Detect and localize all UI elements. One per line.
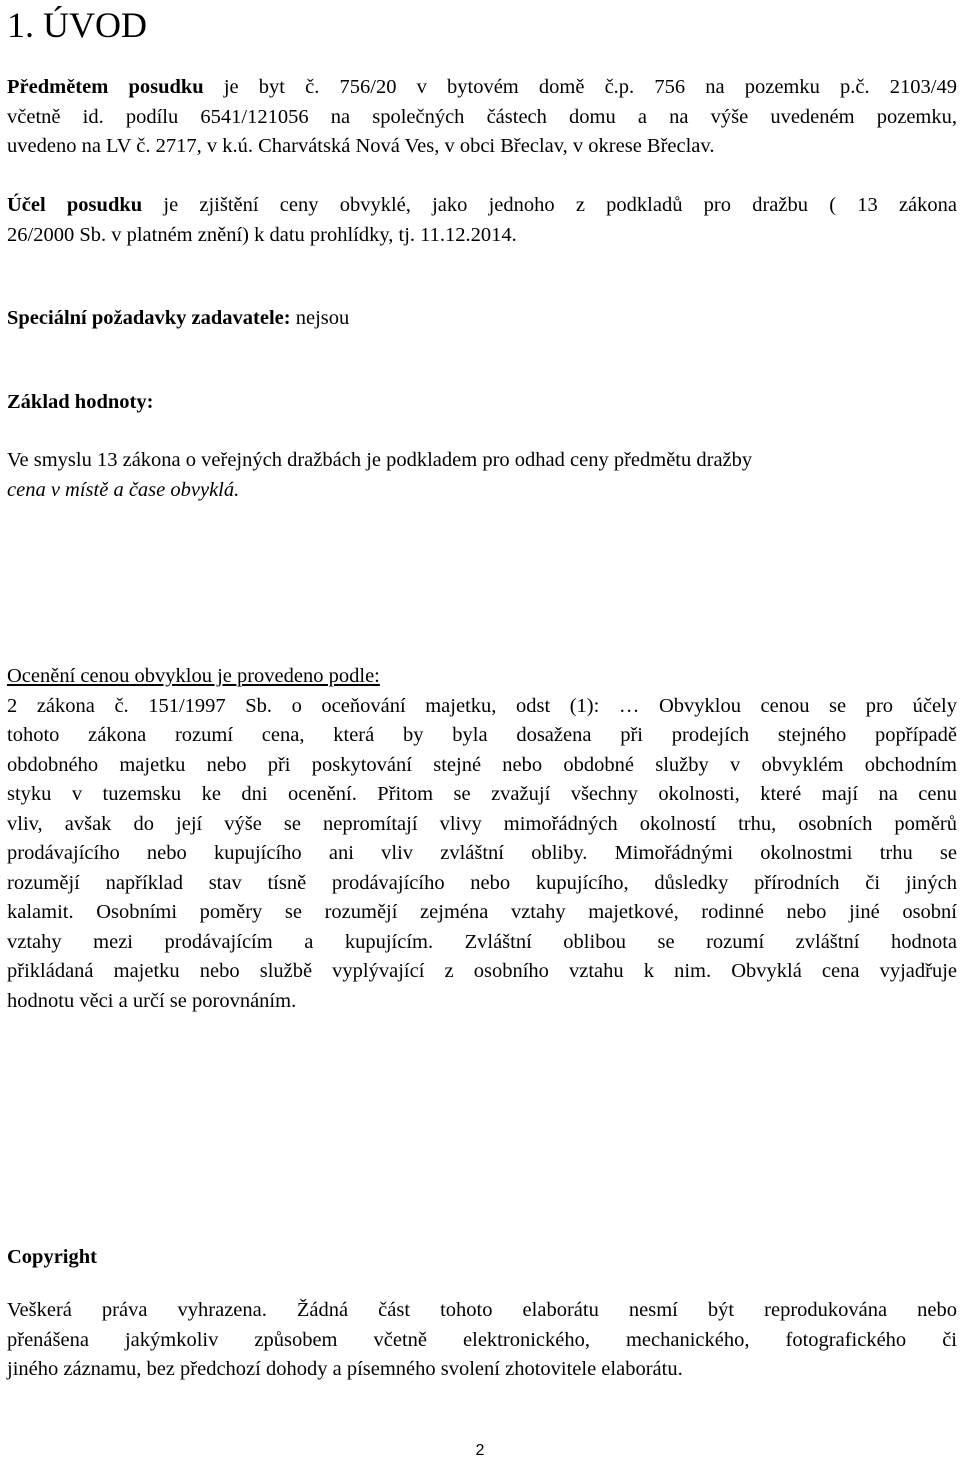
- purpose-line-1-text: je zjištění ceny obvyklé, jako jednoho z podkladů pro dražbu ( 13 zákona: [142, 194, 958, 216]
- basis-paragraph: [7, 446, 957, 505]
- valuation-line-10: přikládaná majetku nebo službě vyplývající z osobního vztahu k nim. Obvyklá cena vyjadřuje: [7, 960, 957, 982]
- basis-heading: Základ hodnoty:: [7, 391, 154, 413]
- purpose-line-2: 26/2000 Sb. v platném znění) k datu prohlídky, tj. 11.12.2014.: [7, 223, 517, 246]
- subject-paragraph: [7, 73, 957, 162]
- valuation-line-8: kalamit. Osobními poměry se rozumějí zejména vztahy majetkové, rodinné nebo jiné osobní: [7, 901, 957, 923]
- basis-line-1: Ve smyslu 13 zákona o veřejných dražbách je podkladem pro odhad ceny předmětu dražby: [7, 449, 753, 471]
- purpose-label: Účel posudku: [7, 194, 143, 216]
- valuation-line-1: 2 zákona č. 151/1997 Sb. o oceňování majetku, odst (1): … Obvyklou cenou se pro účely: [7, 694, 957, 717]
- copyright-paragraph: [7, 1296, 957, 1385]
- purpose-paragraph: [7, 191, 957, 250]
- subject-line-3: uvedeno na LV č. 2717, v k.ú. Charvátská Nová Ves, v obci Břeclav, v okrese Břeclav.: [7, 135, 715, 157]
- page-number: 2: [475, 1442, 485, 1459]
- purpose-line-1: [7, 191, 957, 221]
- basis-heading-block: [7, 388, 957, 418]
- valuation-line-7: rozumějí například stav tísně prodávajícího nebo kupujícího, důsledky přírodních či jiných: [7, 871, 957, 894]
- valuation-line-4: styku v tuzemsku ke dni ocenění. Přitom se zvažují všechny okolnosti, které mají na cenu: [7, 783, 957, 805]
- copyright-line-2: přenášena jakýmkoliv způsobem včetně elektronického, mechanického, fotografického či: [7, 1328, 957, 1351]
- section-heading: 1. ÚVOD: [7, 5, 147, 45]
- subject-line-1: [7, 73, 957, 103]
- valuation-line-3: obdobného majetku nebo při poskytování stejné nebo obdobné služby v obvyklém obchodním: [7, 753, 957, 776]
- valuation-line-6: prodávajícího nebo kupujícího ani vliv zvláštní obliby. Mimořádnými okolnostmi trhu se: [7, 842, 957, 864]
- special-label: Speciální požadavky zadavatele:: [7, 307, 291, 329]
- subject-line-2: včetně id. podílu 6541/121056 na společných částech domu a na výše uvedeném pozemku,: [7, 105, 957, 128]
- special-line: [7, 304, 957, 334]
- valuation-heading: Ocenění cenou obvyklou je provedeno podle:: [7, 665, 380, 687]
- valuation-line-2: tohoto zákona rozumí cena, která by byla dosažena při prodejích stejného popřípadě: [7, 724, 957, 746]
- copyright-heading: Copyright: [7, 1246, 97, 1268]
- valuation-line-5: vliv, avšak do její výše se nepromítají vlivy mimořádných okolností trhu, osobních poměrů: [7, 812, 957, 835]
- copyright-heading-block: [7, 1243, 957, 1273]
- valuation-section: [7, 662, 957, 1016]
- copyright-line-1: Veškerá práva vyhrazena. Žádná část tohoto elaborátu nesmí být reprodukována nebo: [7, 1299, 957, 1321]
- subject-label: Předmětem posudku: [7, 76, 204, 98]
- basis-line-2: cena v místě a čase obvyklá.: [7, 478, 240, 501]
- special-value: nejsou: [290, 307, 350, 329]
- valuation-line-9: vztahy mezi prodávajícím a kupujícím. Zvláštní oblibou se rozumí zvláštní hodnota: [7, 930, 957, 953]
- special-requirements: [7, 304, 957, 334]
- subject-line-1-text: je byt č. 756/20 v bytovém domě č.p. 756 na pozemku p.č. 2103/49: [203, 76, 957, 98]
- valuation-line-11: hodnotu věci a určí se porovnáním.: [7, 989, 297, 1012]
- copyright-line-3: jiného záznamu, bez předchozí dohody a písemného svolení zhotovitele elaborátu.: [7, 1358, 683, 1380]
